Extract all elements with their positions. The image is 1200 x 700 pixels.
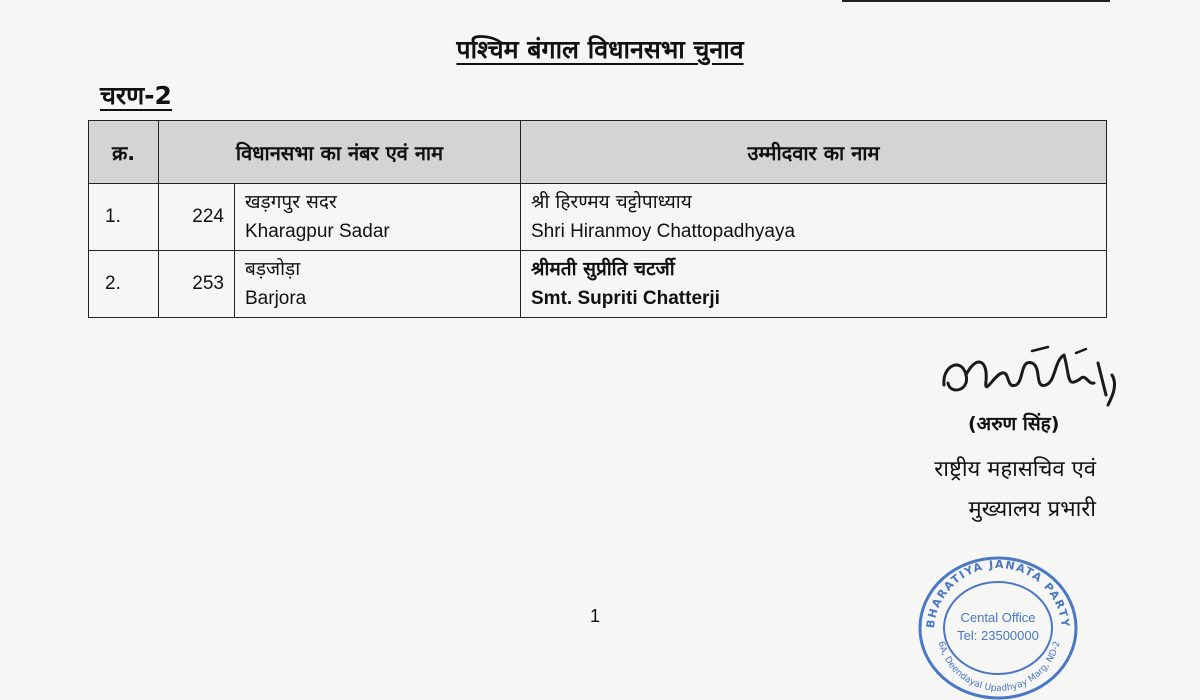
header-serial: क्र. <box>89 121 159 184</box>
party-stamp <box>912 540 1082 700</box>
table-row <box>89 251 1107 318</box>
row-serial: 2. <box>89 251 159 318</box>
signature <box>936 345 1126 415</box>
candidate-name-hindi: श्री हिरण्मय चट्टोपाध्याय <box>531 191 692 213</box>
page-number: 1 <box>590 606 601 626</box>
constituency-name <box>235 184 521 251</box>
constituency-name-hindi: बड़जोड़ा <box>245 258 301 280</box>
constituency-number: 253 <box>159 251 235 318</box>
designation-line-1: राष्ट्रीय महासचिव एवं <box>934 457 1096 482</box>
row-serial: 1. <box>89 184 159 251</box>
header-candidate: उम्मीदवार का नाम <box>521 121 1107 184</box>
candidate-name-hindi: श्रीमती सुप्रीति चटर्जी <box>531 258 675 280</box>
signatory-name: (अरुण सिंह) <box>968 413 1060 435</box>
header-constituency: विधानसभा का नंबर एवं नाम <box>159 121 521 184</box>
stamp-ring-text: BHARATIYA JANATA PARTY <box>923 557 1073 629</box>
constituency-number: 224 <box>159 184 235 251</box>
designation-line-2: मुख्यालय प्रभारी <box>968 497 1096 522</box>
signatory-designation <box>934 450 1096 530</box>
table-row <box>89 184 1107 251</box>
table-header-row <box>89 121 1107 184</box>
document-title: पश्चिम बंगाल विधानसभा चुनाव <box>456 35 744 64</box>
top-rule <box>842 0 1110 2</box>
constituency-name-hindi: खड़गपुर सदर <box>245 191 337 213</box>
phase-heading: चरण-2 <box>100 81 172 110</box>
constituency-name-english: Kharagpur Sadar <box>245 221 390 242</box>
candidate-name <box>521 184 1107 251</box>
stamp-tel: Tel: 23500000 <box>957 628 1039 643</box>
candidate-table <box>88 120 1107 318</box>
stamp-address: 6A, Deendayal Upadhyay Marg, ND-2 <box>935 640 1063 694</box>
candidate-name <box>521 251 1107 318</box>
constituency-name <box>235 251 521 318</box>
candidate-name-english: Shri Hiranmoy Chattopadhyaya <box>531 221 796 242</box>
candidate-name-english: Smt. Supriti Chatterji <box>531 288 720 309</box>
stamp-office: Cental Office <box>960 610 1036 625</box>
constituency-name-english: Barjora <box>245 288 307 309</box>
